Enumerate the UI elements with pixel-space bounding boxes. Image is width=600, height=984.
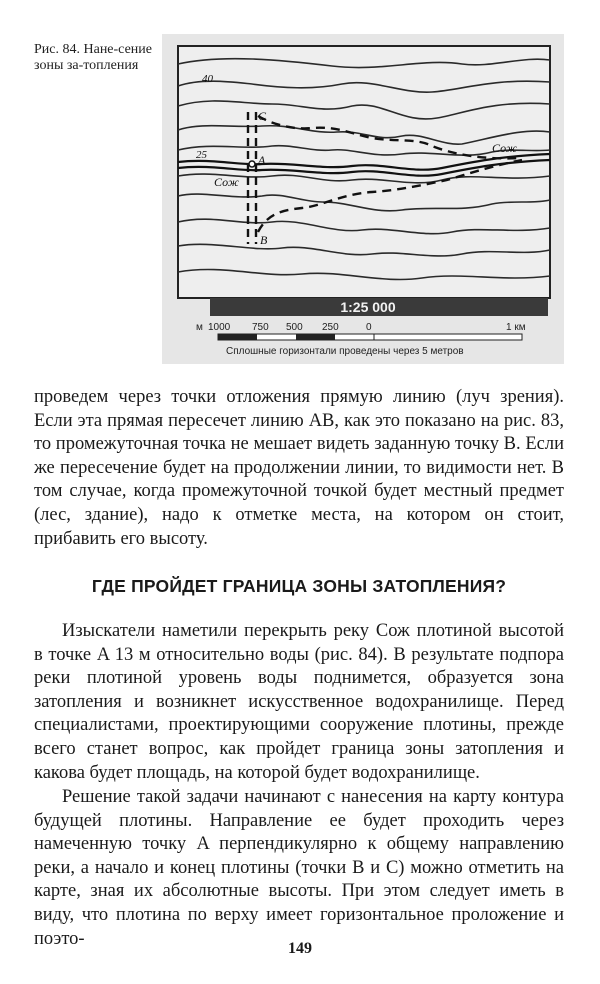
scale-tick-750: 750 — [252, 322, 269, 333]
paragraph-dam-contour: Решение такой задачи начинают с нанесения на карту контура будущей плотины. Направление ее будет проходить через намеченную точку A перпендикулярно к общему направлению реки, а начало и конец плотины (точки B и C) можно отметить на карте, зная их абсолютные высоты. При этом следует иметь в виду, что плотина по верху имеет горизонтальное проложение и поэто- — [34, 787, 564, 949]
scale-bar-right — [374, 334, 522, 340]
scale-tick-1km: 1 км — [506, 322, 526, 333]
scale-tick-1000: 1000 — [208, 322, 231, 333]
scale-tick-0: 0 — [366, 322, 372, 333]
scale-tick-250: 250 — [322, 322, 339, 333]
contour-label-25: 25 — [196, 149, 207, 161]
river-label-right: Сож — [492, 141, 517, 155]
scale-tick-500: 500 — [286, 322, 303, 333]
scale-unit-m: м — [196, 322, 203, 333]
paragraph-dam-planning: Изыскатели наметили перекрыть реку Сож плотиной высотой в точке A 13 м относительно воды (рис. 84). В результате подпора реки плотиной уровень воды поднимется, образуется зона затопления и возникнет искусственное водохранилище. Перед специалистами, проектирующими сооружение плотины, прежде всего станет вопрос, как пройдет граница зоны затопления и какова будет площадь, на которой будет водохранилище. — [34, 621, 564, 783]
scale-ratio: 1:25 000 — [340, 299, 396, 315]
point-a-label: A — [258, 153, 266, 167]
section-heading: ГДЕ ПРОЙДЕТ ГРАНИЦА ЗОНЫ ЗАТОПЛЕНИЯ? — [91, 576, 507, 596]
river-label-left: Сож — [214, 175, 239, 189]
scale-segment — [296, 334, 335, 340]
topographic-map — [162, 34, 564, 364]
point-c-label: C — [258, 109, 267, 123]
contour-label-40: 40 — [202, 73, 213, 85]
point-b-label: B — [260, 233, 268, 247]
figure-caption: Рис. 84. Нане-сение зоны за-топления — [34, 42, 152, 73]
flood-zone-map-figure — [162, 34, 564, 364]
paragraph-line-of-sight: проведем через точки отложения прямую линию (луч зрения). Если эта прямая пересечет линию AB, как это показано на рис. 83, то промежуточная точка не мешает видеть заданную точку B. Если же пересечение будет на продолжении линии, то видимости нет. В том случае, когда промежуточной точкой будет местный предмет (лес, здание), надо к отметке места, на котором он стоит, прибавить его высоту. — [34, 387, 564, 549]
point-a-marker — [249, 161, 255, 167]
scale-segment — [218, 334, 257, 340]
page-number: 149 — [288, 940, 312, 957]
scale-bar — [218, 334, 522, 340]
contour-interval-note: Сплошные горизонтали проведены через 5 метров — [226, 346, 464, 357]
